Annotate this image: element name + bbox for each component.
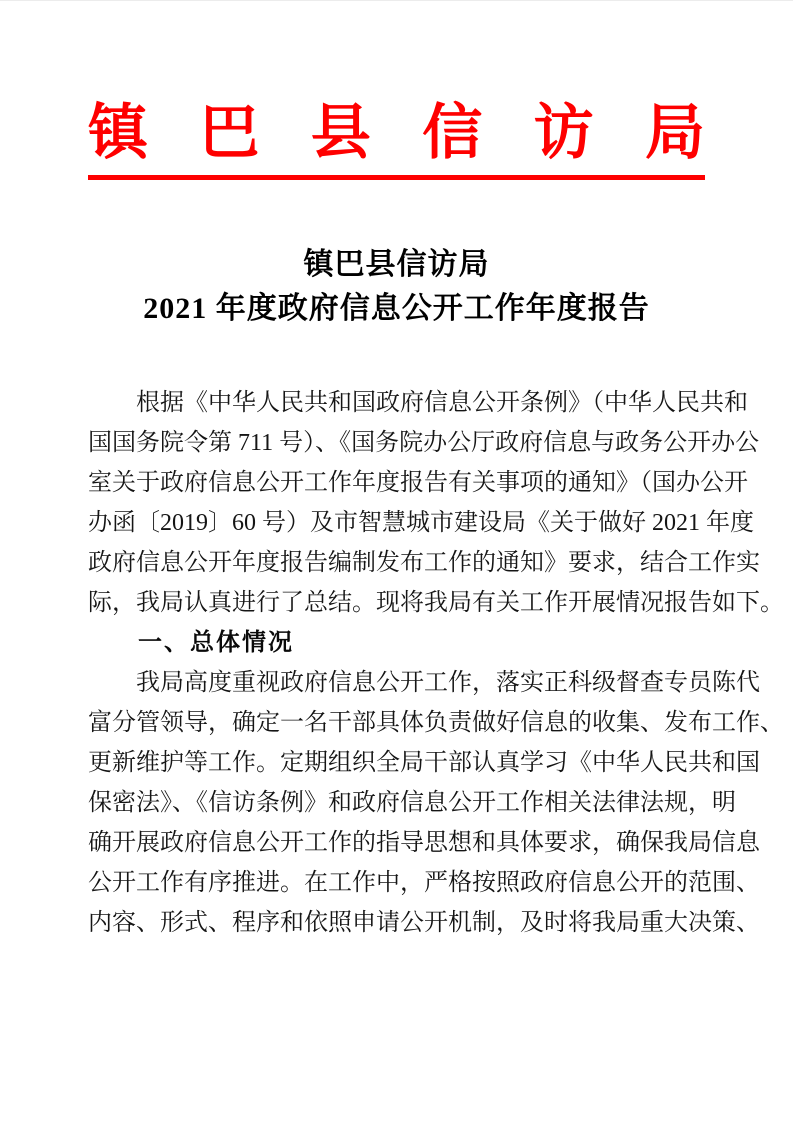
body-line: 确开展政府信息公开工作的指导思想和具体要求，确保我局信息 [88,830,760,856]
body-line: 办函〔2019〕60 号）及市智慧城市建设局《关于做好 2021 年度 [88,510,754,536]
body-line: 内容、形式、程序和依照申请公开机制，及时将我局重大决策、 [88,910,760,936]
document-title-line2: 2021 年度政府信息公开工作年度报告 [143,292,650,325]
document-body [88,383,784,943]
body-line: 室关于政府信息公开工作年度报告有关事项的通知》（国办公开 [88,470,748,496]
body-line: 我局高度重视政府信息公开工作，落实正科级督查专员陈代 [136,670,760,696]
body-line: 富分管领导，确定一名干部具体负责做好信息的收集、发布工作、 [88,710,784,736]
body-line: 政府信息公开年度报告编制发布工作的通知》要求，结合工作实 [88,550,760,576]
body-line: 国国务院令第 711 号）、《国务院办公厅政府信息与政务公开办公 [88,430,760,456]
body-line: 公开工作有序推进。在工作中，严格按照政府信息公开的范围、 [88,870,760,896]
body-line: 根据《中华人民共和国政府信息公开条例》（中华人民共和 [136,390,748,416]
letterhead-agency-name: 镇巴县信访局 [88,100,705,166]
body-line: 保密法》、《信访条例》和政府信息公开工作相关法律法规，明 [88,790,736,816]
section-heading-overall-situation: 一、总体情况 [138,629,294,656]
body-line: 更新维护等工作。定期组织全局干部认真学习《中华人民共和国 [88,750,760,776]
document-title [88,243,705,331]
document-content [88,100,784,943]
document-title-line1: 镇巴县信访局 [303,248,490,281]
body-line: 际，我局认真进行了总结。现将我局有关工作开展情况报告如下。 [88,590,784,616]
letterhead-rule [88,175,705,180]
